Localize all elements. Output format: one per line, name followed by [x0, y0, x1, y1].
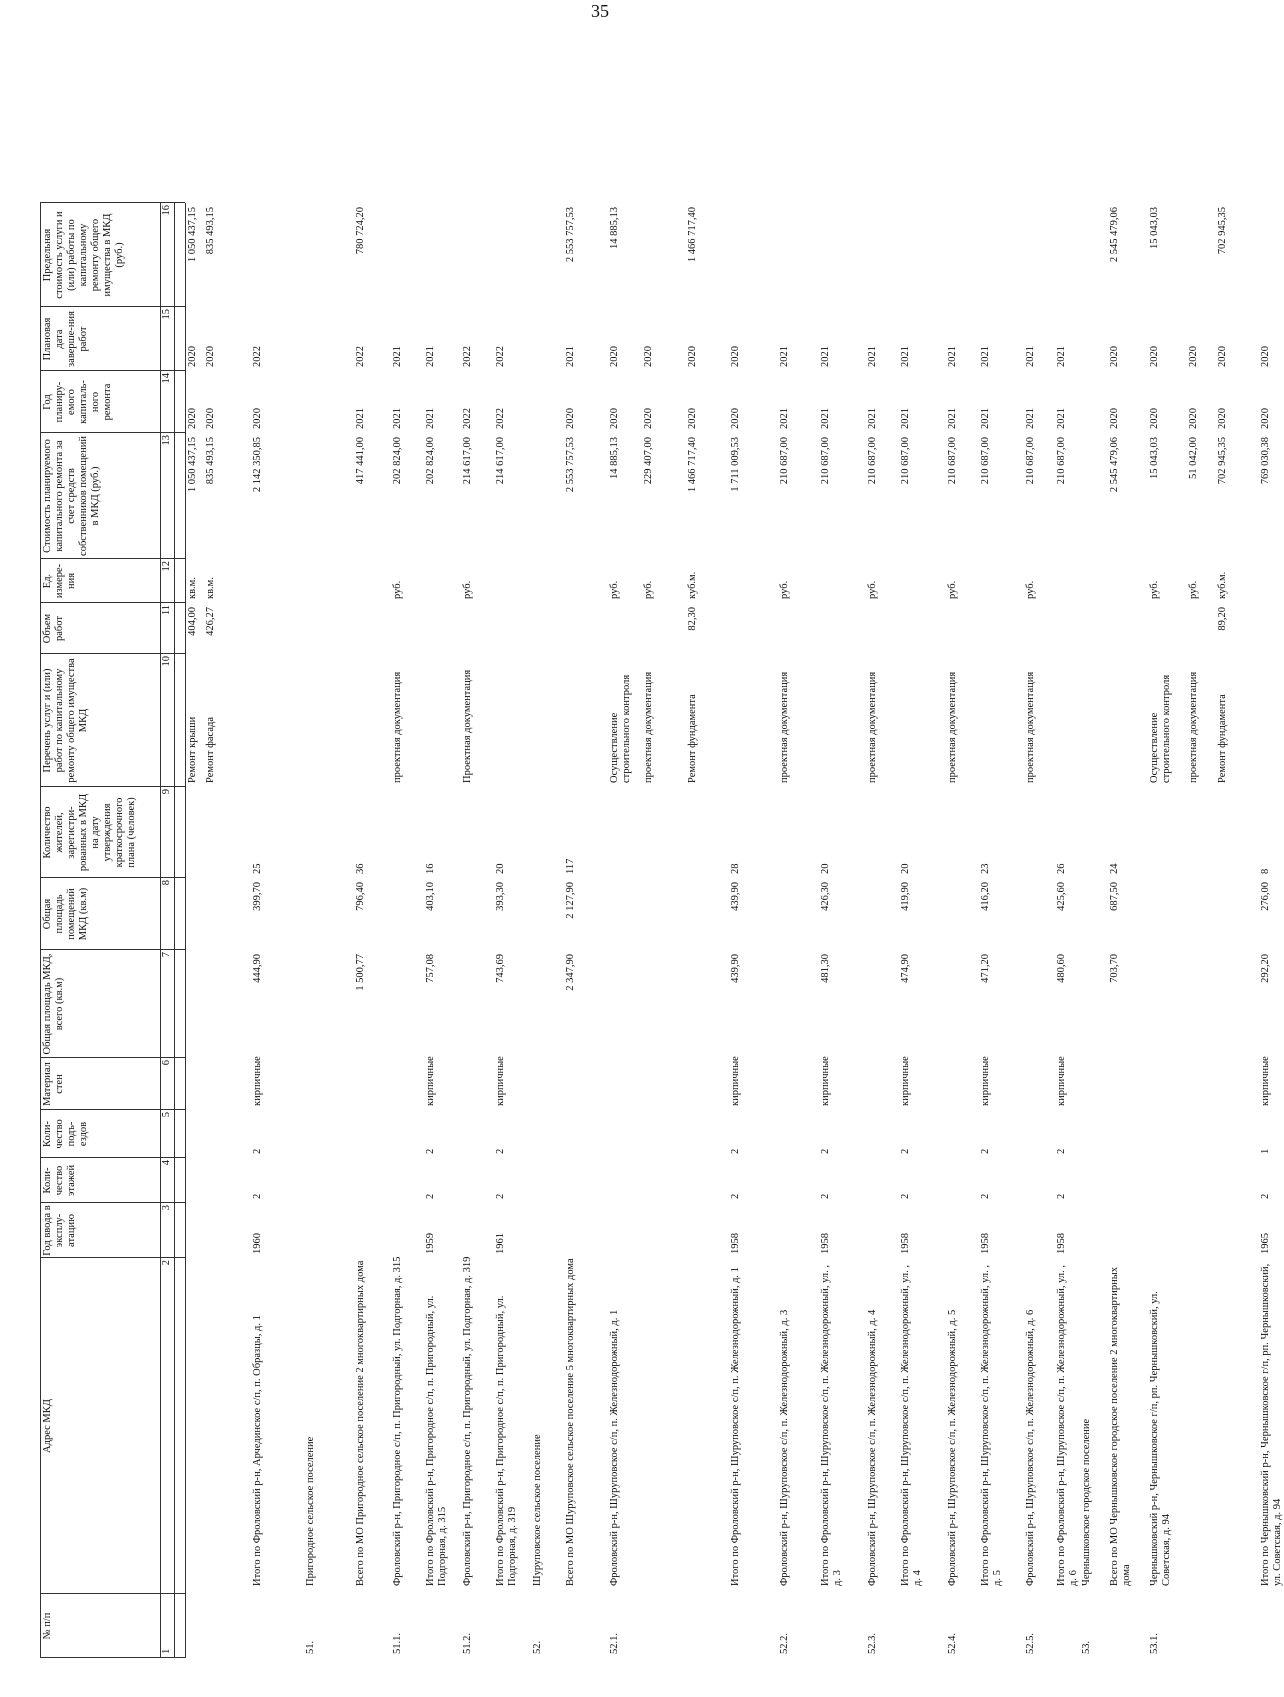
grid-line — [160, 203, 161, 1658]
cell-c12: руб. — [609, 580, 620, 599]
cell-c2: Фроловский р-н, Шуруповское с/п, п. Железнодорожный, д. 3 — [779, 1309, 790, 1586]
cell-c12: руб. — [1025, 580, 1036, 599]
cell-c4: 2 — [900, 1193, 911, 1199]
column-number: 16 — [161, 205, 172, 216]
column-header: Материал стен — [42, 1062, 65, 1106]
cell-c10: проектная документация — [1025, 671, 1036, 783]
cell-c10: Ремонт крыши — [187, 716, 198, 783]
cell-c13: 2 545 479,06 — [1109, 437, 1120, 493]
column-header: Ед. измере-ния — [42, 563, 77, 599]
cell-c16: 1 050 437,15 — [187, 207, 198, 263]
cell-c4: 2 — [980, 1193, 991, 1199]
cell-c9: 26 — [1056, 863, 1067, 874]
cell-c8: 439,90 — [730, 882, 741, 911]
cell-c9: 24 — [1109, 863, 1120, 874]
column-number: 13 — [161, 435, 172, 446]
cell-c14: 2021 — [1025, 408, 1036, 429]
cell-c7: 471,20 — [980, 954, 991, 983]
cell-c3: 1959 — [425, 1233, 436, 1254]
cell-c7: 439,90 — [730, 954, 741, 983]
cell-c15: 2021 — [980, 346, 991, 367]
cell-c13: 15 043,03 — [1149, 437, 1160, 479]
cell-c13: 51 042,00 — [1188, 437, 1199, 479]
cell-c14: 2020 — [730, 408, 741, 429]
cell-c15: 2020 — [687, 346, 698, 367]
cell-c14: 2021 — [867, 408, 878, 429]
column-number: 6 — [161, 1060, 172, 1066]
cell-c13: 210 687,00 — [779, 437, 790, 485]
cell-c8: 416,20 — [980, 882, 991, 911]
cell-c5: 2 — [252, 1148, 263, 1154]
column-number: 5 — [161, 1112, 172, 1118]
grid-line — [40, 1109, 185, 1110]
grid-line — [40, 432, 185, 433]
cell-c2: Итого по Чернышковский р-н, Чернышковское г/п, рп. Чернышковский, ул. Советская, д. 94 — [1260, 1263, 1283, 1586]
cell-c15: 2020 — [730, 346, 741, 367]
cell-c4: 2 — [1260, 1193, 1271, 1199]
cell-c2: Фроловский р-н, Шуруповское с/п, п. Железнодорожный, д. 5 — [947, 1309, 958, 1586]
grid-line — [40, 1657, 185, 1658]
cell-c2: Итого по Фроловский р-н, Пригородное с/п, п. Пригородный, ул. Подгорная, д. 315 — [425, 1295, 448, 1586]
cell-c14: 2021 — [779, 408, 790, 429]
cell-c9: 23 — [980, 863, 991, 874]
cell-c7: 1 500,77 — [355, 954, 366, 991]
cell-c13: 1 711 009,53 — [730, 437, 741, 492]
cell-c14: 2021 — [820, 408, 831, 429]
grid-line — [40, 370, 185, 371]
cell-c14: 2021 — [1056, 408, 1067, 429]
column-number: 3 — [161, 1205, 172, 1211]
cell-c15: 2022 — [252, 346, 263, 367]
column-number: 1 — [161, 1648, 172, 1654]
cell-c3: 1958 — [820, 1233, 831, 1254]
cell-c13: 210 687,00 — [1056, 437, 1067, 485]
grid-line — [40, 306, 185, 307]
column-header: Стоимость планируемого капитального ремонта за счет средств собственников помещений в МКД (руб.) — [42, 436, 101, 556]
cell-c1: 52. — [532, 1640, 543, 1654]
cell-c3: 1961 — [495, 1233, 506, 1254]
cell-c13: 210 687,00 — [867, 437, 878, 485]
cell-c9: 8 — [1260, 868, 1271, 874]
cell-c15: 2020 — [205, 346, 216, 367]
cell-c10: проектная документация — [947, 671, 958, 783]
cell-c10: проектная документация — [643, 671, 654, 783]
cell-c11: 404,00 — [187, 607, 198, 636]
cell-c2: Шуруповское сельское поселение — [532, 1434, 543, 1586]
cell-c7: 2 347,90 — [565, 954, 576, 991]
cell-c14: 2020 — [1188, 408, 1199, 429]
cell-c6: кирпичные — [1260, 1056, 1271, 1106]
cell-c1: 52.5. — [1025, 1633, 1036, 1654]
column-number: 8 — [161, 880, 172, 886]
cell-c12: руб. — [392, 580, 403, 599]
cell-c4: 2 — [425, 1193, 436, 1199]
cell-c15: 2021 — [900, 346, 911, 367]
cell-c13: 214 617,00 — [495, 437, 506, 485]
column-header: Объем работ — [42, 613, 65, 644]
cell-c4: 2 — [820, 1193, 831, 1199]
cell-c15: 2020 — [1217, 346, 1228, 367]
cell-c14: 2020 — [187, 408, 198, 429]
cell-c15: 2022 — [495, 346, 506, 367]
cell-c14: 2020 — [1260, 408, 1271, 429]
page-number: 35 — [591, 1, 609, 21]
cell-c12: кв.м. — [205, 577, 216, 599]
cell-c2: Итого по Фроловский р-н, Шуруповское с/п, п. Железнодорожный, д. 1 — [730, 1267, 741, 1586]
column-number: 11 — [161, 605, 172, 616]
cell-c13: 769 030,38 — [1260, 437, 1271, 485]
cell-c7: 703,70 — [1109, 954, 1120, 983]
cell-c10: проектная документация — [1188, 671, 1199, 783]
cell-c5: 2 — [900, 1148, 911, 1154]
cell-c15: 2021 — [947, 346, 958, 367]
cell-c14: 2020 — [565, 408, 576, 429]
cell-c3: 1958 — [730, 1233, 741, 1254]
column-header: Коли-чество этажей — [42, 1164, 77, 1197]
cell-c11: 82,30 — [687, 607, 698, 631]
cell-c15: 2020 — [187, 346, 198, 367]
cell-c1: 52.3. — [867, 1633, 878, 1654]
cell-c8: 419,90 — [900, 882, 911, 911]
cell-c16: 835 493,15 — [205, 207, 216, 255]
cell-c5: 2 — [495, 1148, 506, 1154]
grid-line — [40, 202, 185, 203]
column-header: Предельная стоимость услуги и (или) работы по капитальному ремонту общего имущества в МКД (руб.) — [42, 211, 125, 299]
cell-c3: 1958 — [980, 1233, 991, 1254]
cell-c9: 25 — [252, 863, 263, 874]
grid-line — [40, 949, 185, 950]
cell-c12: куб.м. — [1217, 571, 1228, 599]
cell-c10: Ремонт фасада — [205, 716, 216, 783]
column-header: Плановая дата заверше-ния работ — [42, 311, 89, 367]
cell-c7: 743,69 — [495, 954, 506, 983]
column-number: 14 — [161, 373, 172, 384]
grid-line — [40, 203, 41, 1658]
cell-c9: 20 — [820, 863, 831, 874]
cell-c5: 2 — [820, 1148, 831, 1154]
cell-c2: Всего по МО Чернышковское городское поселение 2 многоквартирных дома — [1109, 1267, 1132, 1586]
cell-c4: 2 — [1056, 1193, 1067, 1199]
cell-c8: 426,30 — [820, 882, 831, 911]
cell-c11: 426,27 — [205, 607, 216, 636]
cell-c8: 2 127,90 — [565, 882, 576, 919]
cell-c14: 2021 — [900, 408, 911, 429]
cell-c8: 399,70 — [252, 882, 263, 911]
cell-c8: 687,50 — [1109, 882, 1120, 911]
cell-c2: Пригородное сельское поселение — [305, 1436, 316, 1586]
cell-c15: 2021 — [1025, 346, 1036, 367]
cell-c15: 2021 — [779, 346, 790, 367]
cell-c14: 2020 — [609, 408, 620, 429]
cell-c9: 36 — [355, 863, 366, 874]
cell-c2: Чернышковский р-н, Чернышковское г/п, рп. Чернышковский, ул. Советская, д. 94 — [1149, 1291, 1172, 1586]
cell-c6: кирпичные — [730, 1056, 741, 1106]
grid-line — [40, 877, 185, 878]
column-header: № п/п — [42, 1612, 53, 1640]
cell-c12: руб. — [462, 580, 473, 599]
grid-line — [174, 203, 175, 1658]
column-header: Год ввода в эксплу-атацию — [42, 1205, 77, 1256]
cell-c13: 2 142 350,85 — [252, 437, 263, 493]
cell-c9: 16 — [425, 863, 436, 874]
grid-line — [40, 1202, 185, 1203]
column-header: Общая площадь МКД, всего (кв.м) — [42, 953, 65, 1055]
cell-c13: 210 687,00 — [900, 437, 911, 485]
cell-c12: руб. — [1188, 580, 1199, 599]
cell-c8: 796,40 — [355, 882, 366, 911]
cell-c2: Фроловский р-н, Шуруповское с/п, п. Железнодорожный, д. 1 — [609, 1309, 620, 1586]
cell-c12: куб.м. — [687, 571, 698, 599]
cell-c14: 2020 — [687, 408, 698, 429]
cell-c8: 393,30 — [495, 882, 506, 911]
cell-c10: проектная документация — [779, 671, 790, 783]
column-header: Количество жителей, зарегистри-рованных в МКД на дату утверждения краткосрочного плана (человек) — [42, 793, 137, 872]
cell-c5: 2 — [730, 1148, 741, 1154]
cell-c12: руб. — [867, 580, 878, 599]
cell-c13: 229 407,00 — [643, 437, 654, 485]
cell-c6: кирпичные — [820, 1056, 831, 1106]
grid-line — [40, 1057, 185, 1058]
cell-c1: 53.1. — [1149, 1633, 1160, 1654]
cell-c14: 2021 — [947, 408, 958, 429]
cell-c12: руб. — [643, 580, 654, 599]
cell-c3: 1960 — [252, 1233, 263, 1254]
cell-c3: 1958 — [1056, 1233, 1067, 1254]
cell-c15: 2021 — [425, 346, 436, 367]
cell-c1: 51.2. — [462, 1633, 473, 1654]
cell-c16: 2 545 479,06 — [1109, 207, 1120, 263]
cell-c16: 15 043,03 — [1149, 207, 1160, 249]
grid-line — [40, 653, 185, 654]
cell-c1: 53. — [1081, 1640, 1092, 1654]
cell-c15: 2020 — [1188, 346, 1199, 367]
cell-c5: 2 — [980, 1148, 991, 1154]
cell-c15: 2020 — [1260, 346, 1271, 367]
column-number: 9 — [161, 789, 172, 795]
cell-c2: Фроловский р-н, Пригородное с/п, п. Пригородный, ул. Подгорная, д. 315 — [392, 1256, 403, 1586]
cell-c10: Ремонт фундамента — [1217, 694, 1228, 783]
cell-c15: 2020 — [1109, 346, 1120, 367]
grid-line — [40, 1257, 185, 1258]
cell-c15: 2020 — [643, 346, 654, 367]
cell-c15: 2021 — [565, 346, 576, 367]
cell-c1: 51. — [305, 1640, 316, 1654]
cell-c6: кирпичные — [900, 1056, 911, 1106]
cell-c10: проектная документация — [392, 671, 403, 783]
cell-c1: 52.2. — [779, 1633, 790, 1654]
column-header: Год планиру-емого капиталь-ного ремонта — [42, 380, 113, 424]
cell-c12: кв.м. — [187, 577, 198, 599]
grid-line — [40, 1593, 185, 1594]
cell-c10: Ремонт фундамента — [687, 694, 698, 783]
cell-c7: 292,20 — [1260, 954, 1271, 983]
cell-c8: 276,00 — [1260, 882, 1271, 911]
cell-c10: Осуществление строительного контроля — [1149, 674, 1172, 783]
cell-c13: 702 945,35 — [1217, 437, 1228, 485]
cell-c13: 202 824,00 — [392, 437, 403, 485]
cell-c16: 702 945,35 — [1217, 207, 1228, 255]
column-number: 4 — [161, 1160, 172, 1166]
grid-line — [40, 1157, 185, 1158]
cell-c15: 2022 — [462, 346, 473, 367]
cell-c14: 2022 — [462, 408, 473, 429]
cell-c14: 2021 — [980, 408, 991, 429]
cell-c5: 1 — [1260, 1148, 1271, 1154]
cell-c4: 2 — [730, 1193, 741, 1199]
cell-c7: 480,60 — [1056, 954, 1067, 983]
cell-c13: 2 553 757,53 — [565, 437, 576, 493]
cell-c12: руб. — [947, 580, 958, 599]
cell-c8: 425,60 — [1056, 882, 1067, 911]
cell-c3: 1958 — [900, 1233, 911, 1254]
cell-c7: 757,08 — [425, 954, 436, 983]
cell-c2: Итого по Фроловский р-н, Пригородное с/п, п. Пригородный, ул. Подгорная, д. 319 — [495, 1295, 518, 1586]
cell-c8: 403,10 — [425, 882, 436, 911]
cell-c14: 2020 — [205, 408, 216, 429]
cell-c15: 2020 — [609, 346, 620, 367]
cell-c13: 210 687,00 — [947, 437, 958, 485]
cell-c13: 202 824,00 — [425, 437, 436, 485]
cell-c2: Фроловский р-н, Шуруповское с/п, п. Железнодорожный, д. 6 — [1025, 1309, 1036, 1586]
cell-c6: кирпичные — [495, 1056, 506, 1106]
cell-c15: 2021 — [1056, 346, 1067, 367]
cell-c10: проектная документация — [867, 671, 878, 783]
cell-c14: 2021 — [425, 408, 436, 429]
cell-c2: Итого по Фроловский р-н, Шуруповское с/п, п. Железнодорожный, ул. , д. 3 — [820, 1265, 843, 1586]
cell-c2: Итого по Фроловский р-н, Арчединское с/п, п. Образцы, д. 1 — [252, 1315, 263, 1586]
cell-c13: 14 885,13 — [609, 437, 620, 479]
cell-c16: 14 885,13 — [609, 207, 620, 249]
cell-c16: 1 466 717,40 — [687, 207, 698, 263]
cell-c13: 417 441,00 — [355, 437, 366, 485]
grid-line — [40, 558, 185, 559]
cell-c6: кирпичные — [252, 1056, 263, 1106]
cell-c2: Всего по МО Шуруповское сельское поселение 5 многоквартирных дома — [565, 1258, 576, 1586]
cell-c15: 2022 — [355, 346, 366, 367]
cell-c1: 51.1. — [392, 1633, 403, 1654]
cell-c9: 28 — [730, 863, 741, 874]
cell-c14: 2021 — [392, 408, 403, 429]
column-header: Коли-чество подъ-ездов — [42, 1119, 89, 1149]
cell-c15: 2021 — [867, 346, 878, 367]
cell-c2: Всего по МО Пригородное сельское поселение 2 многоквартирных дома — [355, 1260, 366, 1586]
cell-c10: Проектная документация — [462, 669, 473, 783]
cell-c6: кирпичные — [1056, 1056, 1067, 1106]
cell-c14: 2020 — [252, 408, 263, 429]
cell-c6: кирпичные — [980, 1056, 991, 1106]
cell-c9: 117 — [565, 858, 576, 874]
cell-c3: 1965 — [1260, 1233, 1271, 1254]
cell-c2: Чернышковское городское поселение — [1081, 1418, 1092, 1586]
cell-c13: 210 687,00 — [980, 437, 991, 485]
cell-c11: 89,20 — [1217, 607, 1228, 631]
cell-c6: кирпичные — [425, 1056, 436, 1106]
cell-c13: 210 687,00 — [1025, 437, 1036, 485]
cell-c4: 2 — [495, 1193, 506, 1199]
cell-c2: Итого по Фроловский р-н, Шуруповское с/п, п. Железнодорожный, ул. , д. 4 — [900, 1265, 923, 1586]
cell-c9: 20 — [900, 863, 911, 874]
cell-c12: руб. — [779, 580, 790, 599]
column-header: Адрес МКД — [42, 1399, 53, 1453]
cell-c13: 214 617,00 — [462, 437, 473, 485]
cell-c7: 481,30 — [820, 954, 831, 983]
column-number: 15 — [161, 309, 172, 320]
cell-c2: Фроловский р-н, Шуруповское с/п, п. Железнодорожный, д. 4 — [867, 1309, 878, 1586]
cell-c14: 2021 — [355, 408, 366, 429]
cell-c1: 52.4. — [947, 1633, 958, 1654]
cell-c1: 52.1. — [609, 1633, 620, 1654]
cell-c2: Фроловский р-н, Пригородное с/п, п. Пригородный, ул. Подгорная, д. 319 — [462, 1256, 473, 1586]
cell-c7: 474,90 — [900, 954, 911, 983]
column-number: 7 — [161, 952, 172, 958]
cell-c15: 2021 — [392, 346, 403, 367]
cell-c4: 2 — [252, 1193, 263, 1199]
grid-line — [40, 602, 185, 603]
cell-c14: 2022 — [495, 408, 506, 429]
cell-c15: 2020 — [1149, 346, 1160, 367]
grid-line — [185, 203, 186, 1658]
column-header: Перечень услуг и (или) работ по капитальному ремонту общего имущества МКД — [42, 658, 89, 783]
grid-line — [40, 786, 185, 787]
cell-c14: 2020 — [1109, 408, 1120, 429]
cell-c7: 444,90 — [252, 954, 263, 983]
cell-c13: 1 466 717,40 — [687, 437, 698, 493]
cell-c2: Итого по Фроловский р-н, Шуруповское с/п, п. Железнодорожный, ул. , д. 6 — [1056, 1265, 1079, 1586]
column-number: 10 — [161, 656, 172, 667]
cell-c13: 1 050 437,15 — [187, 437, 198, 493]
cell-c14: 2020 — [1217, 408, 1228, 429]
cell-c5: 2 — [1056, 1148, 1067, 1154]
rotated-table — [30, 33, 1283, 1658]
column-header: Общая площадь помещений МКД (кв.м) — [42, 887, 89, 941]
cell-c14: 2020 — [1149, 408, 1160, 429]
cell-c2: Итого по Фроловский р-н, Шуруповское с/п, п. Железнодорожный, ул. , д. 5 — [980, 1265, 1003, 1586]
cell-c13: 210 687,00 — [820, 437, 831, 485]
cell-c14: 2020 — [643, 408, 654, 429]
cell-c16: 780 724,20 — [355, 207, 366, 255]
cell-c12: руб. — [1149, 580, 1160, 599]
cell-c13: 835 493,15 — [205, 437, 216, 485]
cell-c15: 2021 — [820, 346, 831, 367]
cell-c16: 2 553 757,53 — [565, 207, 576, 263]
column-number: 12 — [161, 561, 172, 572]
column-number: 2 — [161, 1260, 172, 1266]
cell-c5: 2 — [425, 1148, 436, 1154]
cell-c10: Осуществление строительного контроля — [609, 674, 632, 783]
cell-c9: 20 — [495, 863, 506, 874]
